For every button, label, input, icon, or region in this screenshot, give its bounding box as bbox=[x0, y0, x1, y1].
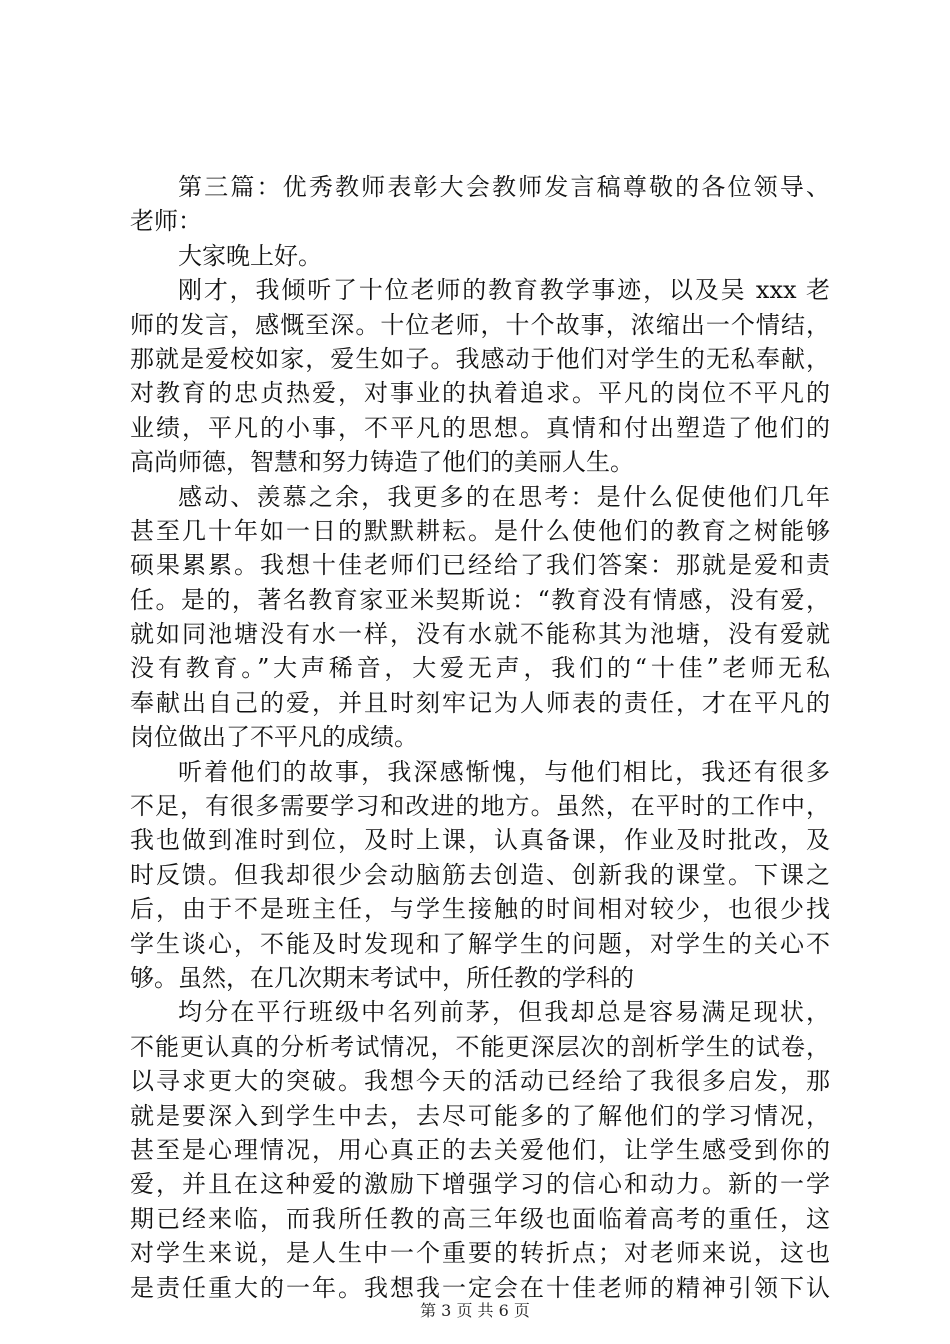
text-line: 够。虽然，在几次期末考试中，所任教的学科的 bbox=[130, 963, 634, 992]
text-line: 师的发言，感慨至深。十位老师，十个故事，浓缩出一个情结， bbox=[130, 310, 830, 339]
text-line: 岗位做出了不平凡的成绩。 bbox=[130, 723, 418, 752]
text-line: 爱，并且在这种爱的激励下增强学习的信心和动力。新的一学 bbox=[130, 1170, 830, 1199]
text-line: 后，由于不是班主任，与学生接触的时间相对较少，也很少找 bbox=[130, 895, 830, 924]
text-line: 高尚师德，智慧和努力铸造了他们的美丽人生。 bbox=[130, 448, 634, 477]
text-line: 没有教育。”大声稀音，大爱无声，我们的“十佳”老师无私 bbox=[130, 654, 830, 683]
text-line: 以寻求更大的突破。我想今天的活动已经给了我很多启发，那 bbox=[130, 1067, 830, 1096]
text-line: 大家晚上好。 bbox=[178, 241, 322, 270]
text-line: 就如同池塘没有水一样，没有水就不能称其为池塘，没有爱就 bbox=[130, 620, 830, 649]
text-line: 甚至是心理情况，用心真正的去关爱他们，让学生感受到你的 bbox=[130, 1135, 830, 1164]
text-line: 是责任重大的一年。我想我一定会在十佳老师的精神引领下认 bbox=[130, 1273, 830, 1302]
text-line: 我也做到准时到位，及时上课，认真备课，作业及时批改，及 bbox=[130, 826, 830, 855]
text-line: 第三篇：优秀教师表彰大会教师发言稿尊敬的各位领导、 bbox=[178, 173, 830, 201]
text-line: 均分在平行班级中名列前茅，但我却总是容易满足现状， bbox=[178, 998, 830, 1027]
text-line: 学生谈心，不能及时发现和了解学生的问题，对学生的关心不 bbox=[130, 929, 830, 958]
page-footer bbox=[0, 1301, 950, 1321]
text-line: 不足，有很多需要学习和改进的地方。虽然，在平时的工作中， bbox=[130, 792, 830, 821]
text-line: 就是要深入到学生中去，去尽可能多的了解他们的学习情况， bbox=[130, 1101, 830, 1130]
text-line: 不能更认真的分析考试情况，不能更深层次的剖析学生的试卷， bbox=[130, 1032, 830, 1061]
text-line: 甚至几十年如一日的默默耕耘。是什么使他们的教育之树能够 bbox=[130, 516, 830, 545]
text-line: 业绩，平凡的小事，不平凡的思想。真情和付出塑造了他们的 bbox=[130, 413, 830, 442]
text-line: 硕果累累。我想十佳老师们已经给了我们答案：那就是爱和责 bbox=[130, 551, 830, 580]
text-line: 刚才，我倾听了十位老师的教育教学事迹，以及吴 xxx 老 bbox=[178, 276, 830, 305]
text-line: 老师： bbox=[130, 207, 202, 236]
text-line: 时反馈。但我却很少会动脑筋去创造、创新我的课堂。下课之 bbox=[130, 860, 830, 889]
text-line: 期已经来临，而我所任教的高三年级也面临着高考的重任，这 bbox=[130, 1204, 830, 1233]
text-line: 感动、羡慕之余，我更多的在思考：是什么促使他们几年 bbox=[178, 482, 830, 511]
text-line: 任。是的，著名教育家亚米契斯说：“教育没有情感，没有爱， bbox=[130, 585, 830, 614]
text-line: 奉献出自己的爱，并且时刻牢记为人师表的责任，才在平凡的 bbox=[130, 688, 830, 717]
text-line: 那就是爱校如家，爱生如子。我感动于他们对学生的无私奉献， bbox=[130, 344, 830, 373]
page-number: 第 3 页 共 6 页 bbox=[420, 1301, 530, 1320]
document-body bbox=[130, 170, 830, 1305]
text-line: 对学生来说，是人生中一个重要的转折点；对老师来说，这也 bbox=[130, 1239, 830, 1268]
text-line: 听着他们的故事，我深感惭愧，与他们相比，我还有很多 bbox=[178, 757, 830, 786]
text-line: 对教育的忠贞热爱，对事业的执着追求。平凡的岗位不平凡的 bbox=[130, 379, 830, 408]
